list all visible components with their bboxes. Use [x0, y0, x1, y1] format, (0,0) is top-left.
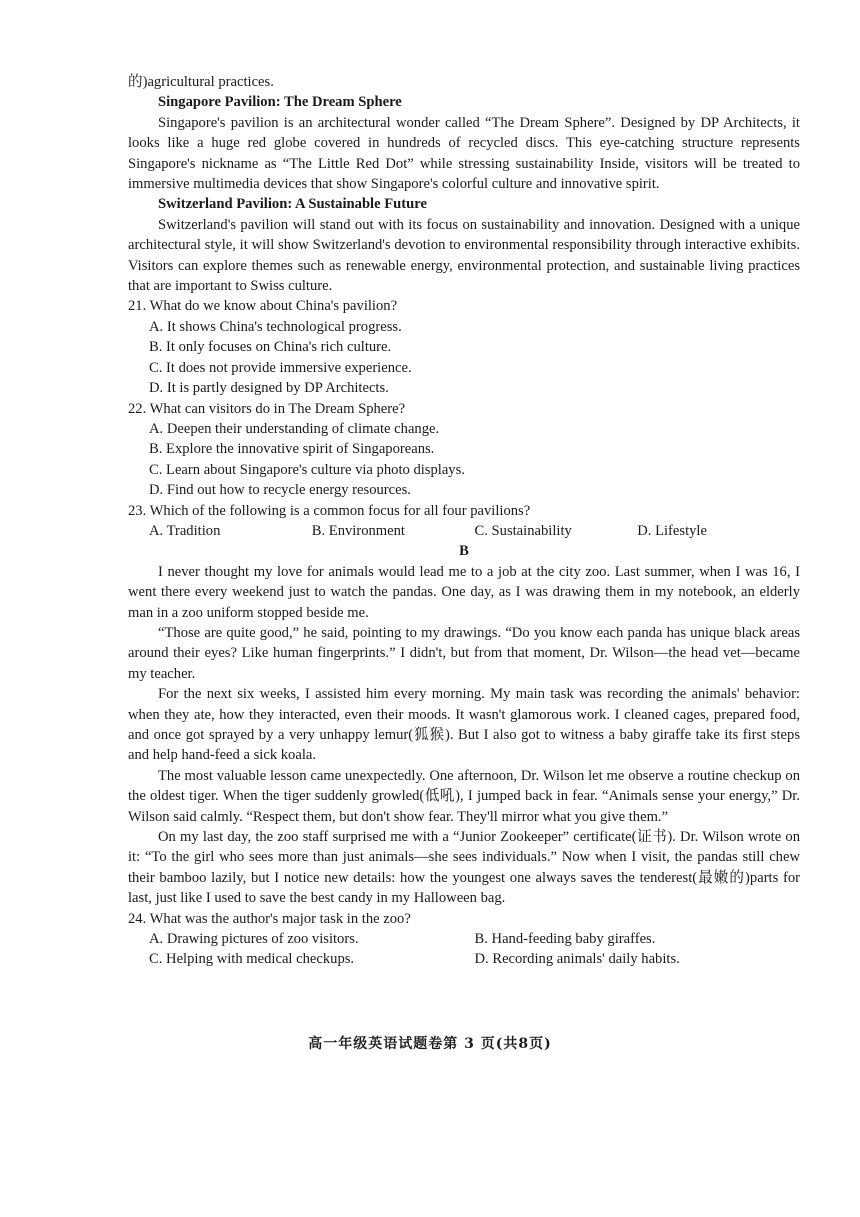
passage-b	[128, 562, 800, 909]
question-24-options-row-2	[149, 949, 800, 969]
page-footer: 高一年级英语试题卷第 3 页(共8页)	[308, 1036, 552, 1052]
exam-page	[128, 72, 800, 970]
question-23-option-a: A. Tradition	[149, 522, 221, 539]
question-21-stem: 21. What do we know about China's pavilion?	[128, 298, 398, 315]
question-22-option-b: B. Explore the innovative spirit of Singaporeans.	[149, 441, 435, 458]
continued-text: 的)agricultural practices.	[128, 74, 274, 90]
question-21-option-a: A. It shows China's technological progress.	[149, 318, 402, 335]
question-24	[128, 909, 800, 970]
question-24-option-d: D. Recording animals' daily habits.	[474, 951, 680, 968]
section-b-title: B	[459, 543, 469, 560]
question-23-option-b: B. Environment	[311, 522, 405, 539]
passage-b-paragraph-5: On my last day, the zoo staff surprised me with a “Junior Zookeeper” certificate(证书). Dr. Wilson wrote on it: “To the girl who sees more than just animals—she sees individuals.” Now when I visit, the pandas still chew their bamboo lazily, but I notice new details: how the youngest one always saves the tenderest(最嫩的)parts for last, just like I used to save the best candy in my Halloween bag.	[128, 829, 800, 907]
question-23-option-c: C. Sustainability	[474, 522, 572, 539]
question-22-option-d: D. Find out how to recycle energy resources.	[149, 482, 411, 499]
question-21-option-b: B. It only focuses on China's rich culture.	[149, 339, 392, 356]
question-23-stem: 23. Which of the following is a common focus for all four pavilions?	[128, 502, 531, 519]
question-22	[128, 399, 800, 501]
question-22-option-a: A. Deepen their understanding of climate change.	[149, 420, 440, 437]
passage-b-paragraph-4: The most valuable lesson came unexpectedly. One afternoon, Dr. Wilson let me observe a routine checkup on the oldest tiger. When the tiger suddenly growled(低吼), I jumped back in fear. “Animals sense your energy,” Dr. Wilson said calmly. “Respect them, but don't show fear. They'll mirror what you give them.”	[128, 767, 800, 825]
switzerland-heading: Switzerland Pavilion: A Sustainable Future	[158, 196, 427, 213]
question-24-stem: 24. What was the author's major task in the zoo?	[128, 910, 411, 927]
passage-b-paragraph-3: For the next six weeks, I assisted him every morning. My main task was recording the animals' behavior: when they ate, how they interacted, even their moods. It wasn't glamorous work. I cleaned cages, prepared food, and once got sprayed by a very unhappy lemur(狐猴). But I also got to witness a baby giraffe take its first steps and help hand-feed a sick koala.	[128, 686, 800, 764]
question-24-option-b: B. Hand-feeding baby giraffes.	[474, 931, 656, 948]
question-24-option-c: C. Helping with medical checkups.	[149, 951, 355, 968]
question-23	[128, 501, 800, 542]
question-21-option-d: D. It is partly designed by DP Architects.	[149, 380, 389, 397]
question-24-options-row-1	[149, 929, 800, 949]
passage-b-paragraph-2: “Those are quite good,” he said, pointing to my drawings. “Do you know each panda has unique black areas around their eyes? Like human fingerprints.” I didn't, but from that moment, Dr. Wilson—the head vet—became my teacher.	[128, 624, 800, 682]
singapore-paragraph: Singapore's pavilion is an architectural wonder called “The Dream Sphere”. Designed by DP Architects, it looks like a huge red globe covered in hundreds of recycled discs. This eye-catching structure represents Singapore's nickname as “The Little Red Dot” while stressing sustainability Inside, visitors will be treated to immersive multimedia devices that show Singapore's colorful culture and innovative spirit.	[128, 114, 800, 193]
passage-b-paragraph-1: I never thought my love for animals would lead me to a job at the city zoo. Last summer, when I was 16, I went there every weekend just to watch the pandas. One day, as I was drawing them in my notebook, an elderly man in a zoo uniform stopped beside me.	[128, 563, 800, 621]
question-24-option-a: A. Drawing pictures of zoo visitors.	[149, 931, 359, 948]
question-23-option-d: D. Lifestyle	[637, 522, 707, 539]
question-22-option-c: C. Learn about Singapore's culture via photo displays.	[149, 461, 465, 478]
question-23-options	[149, 521, 800, 541]
question-21-option-c: C. It does not provide immersive experience.	[149, 359, 412, 376]
switzerland-paragraph: Switzerland's pavilion will stand out with its focus on sustainability and innovation. Designed with a unique architectural style, it will show Switzerland's devotion to environmental responsibility through interactive exhibits. Visitors can explore themes such as renewable energy, environmental protection, and sustainable living practices that are important to Swiss culture.	[128, 216, 800, 295]
singapore-heading: Singapore Pavilion: The Dream Sphere	[158, 94, 402, 111]
question-22-stem: 22. What can visitors do in The Dream Sphere?	[128, 400, 406, 417]
question-21	[128, 296, 800, 398]
